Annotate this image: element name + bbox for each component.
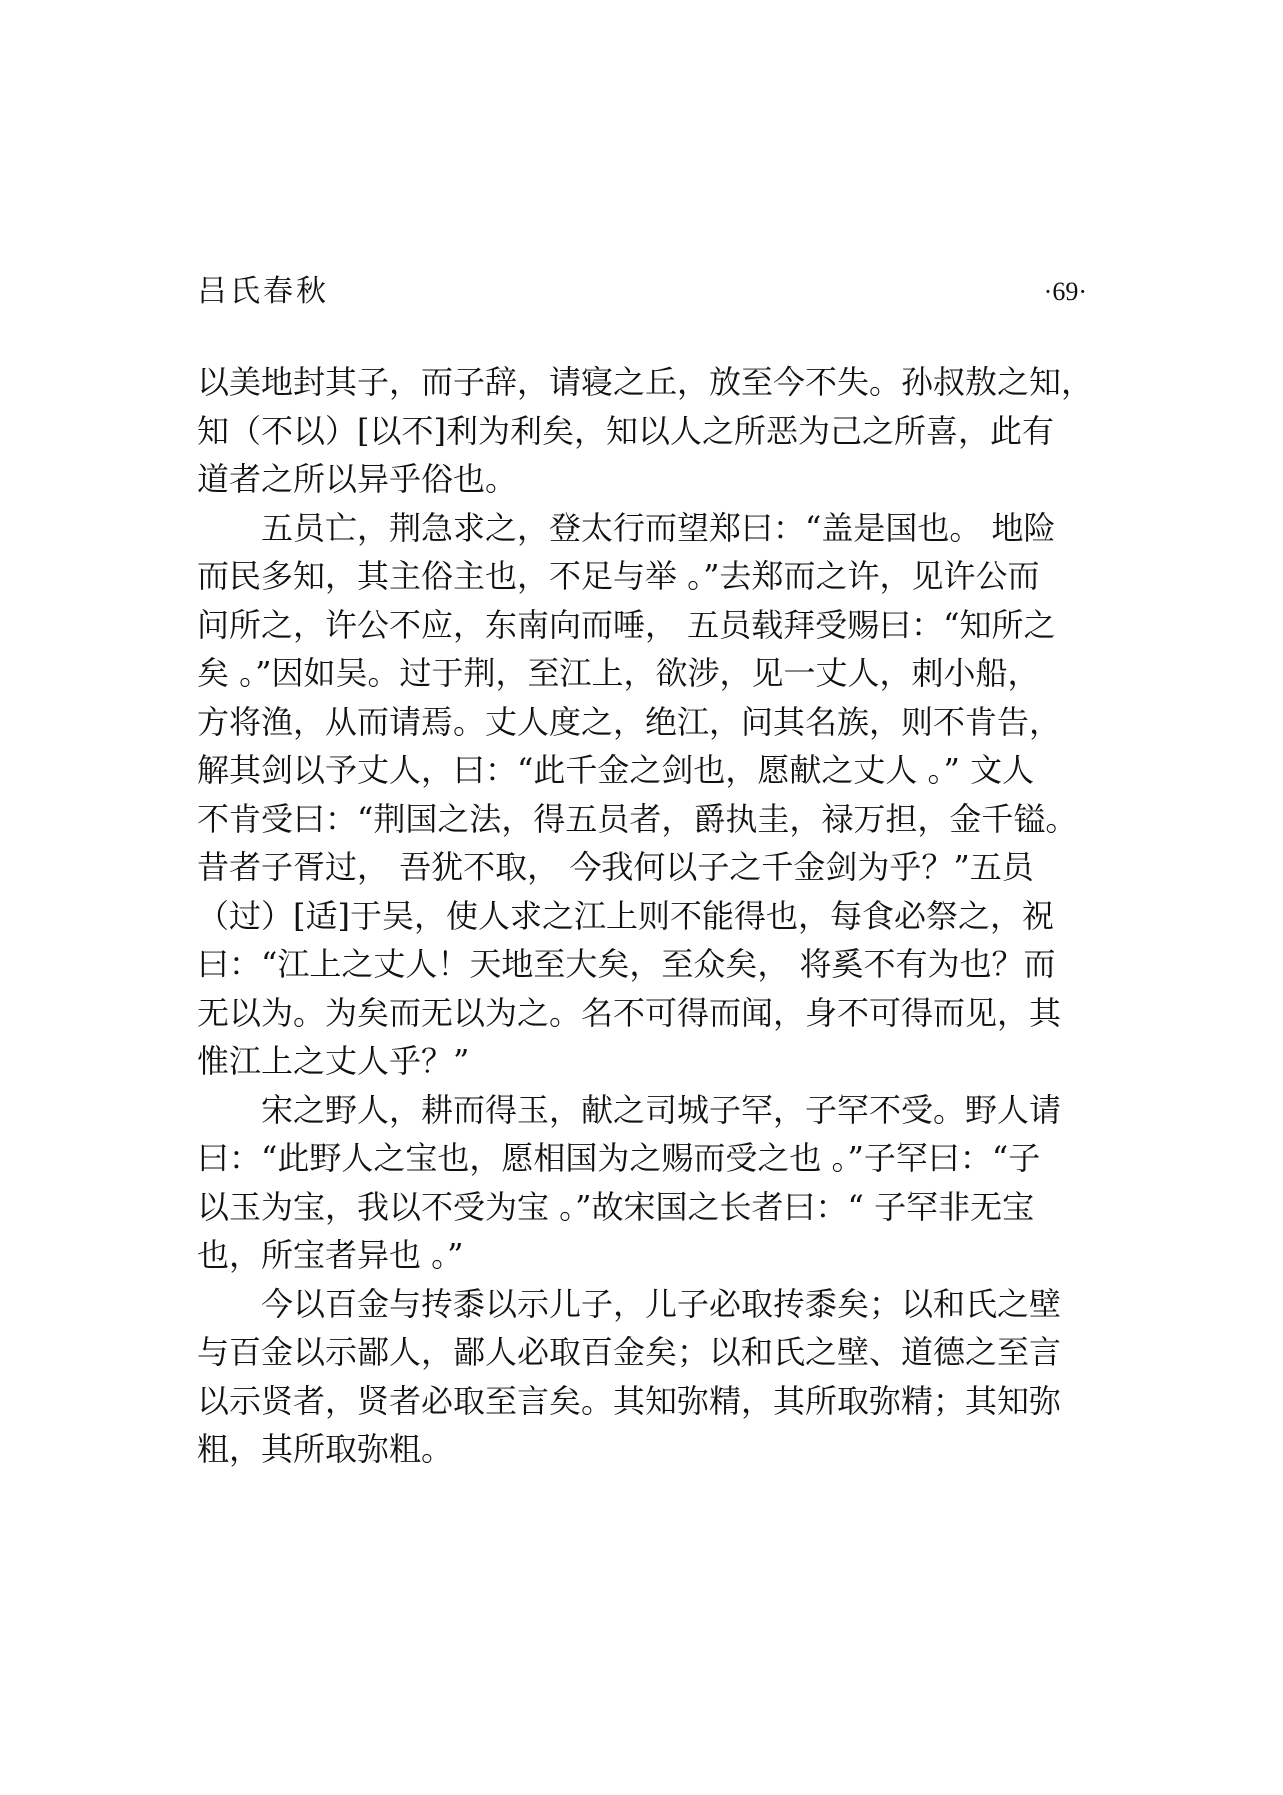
text-line: （过）[适]于吴，使人求之江上则不能得也，每食必祭之，祝 xyxy=(197,896,1054,935)
text-line: 方将渔，从而请焉。丈人度之，绝江，问其名族，则不肯告， xyxy=(197,702,1062,741)
text-line: 曰：“此野人之宝也，愿相国为之赐而受之也 。”子罕曰：“子 xyxy=(197,1139,1041,1177)
text-line: 而民多知，其主俗主也，不足与举 。”去郑而之许，见许公而 xyxy=(197,557,1040,595)
text-line: 曰：“江上之丈人！天地至大矣，至众矣， 将奚不有为也？而 xyxy=(197,945,1056,983)
text-line: 与百金以示鄙人，鄙人必取百金矣；以和氏之壁、道德之至言 xyxy=(197,1333,1062,1371)
text-line: 以玉为宝，我以不受为宝 。”故宋国之长者曰：“ 子罕非无宝 xyxy=(197,1187,1035,1226)
text-line: 不肯受曰：“荆国之法，得五员者，爵执圭，禄万担，金千镒。 xyxy=(197,799,1078,838)
text-line: 粗，其所取弥粗。 xyxy=(197,1430,454,1468)
text-line: 昔者子胥过， 吾犹不取， 今我何以子之千金剑为乎？”五员 xyxy=(197,848,1034,886)
text-line: 惟江上之丈人乎？” xyxy=(197,1042,470,1080)
paragraph-start-line: 宋之野人，耕而得玉，献之司城子罕，子罕不受。野人请 xyxy=(261,1090,1062,1129)
text-line: 解其剑以予丈人，曰：“此千金之剑也，愿献之丈人 。” 文人 xyxy=(197,751,1035,789)
text-line: 问所之，许公不应，东南向而唾， 五员载拜受赐曰：“知所之 xyxy=(197,605,1056,644)
book-title: 吕氏春秋 xyxy=(197,274,329,309)
text-line: 道者之所以异乎俗也。 xyxy=(197,460,518,498)
page-number: ·69· xyxy=(1043,277,1087,306)
paragraph-start-line: 五员亡，荆急求之，登太行而望郑曰：“盖是国也。 地险 xyxy=(261,508,1056,547)
page-header xyxy=(197,270,1087,314)
text-line: 知（不以）[以不]利为利矣，知以人之所恶为己之所喜，此有 xyxy=(197,411,1054,450)
text-line: 以示贤者，贤者必取至言矣。其知弥精，其所取弥精；其知弥 xyxy=(197,1381,1062,1420)
paragraph-start-line: 今以百金与抟黍以示儿子，儿子必取抟黍矣；以和氏之壁 xyxy=(261,1284,1062,1323)
text-line: 无以为。为矣而无以为之。名不可得而闻，身不可得而见，其 xyxy=(197,993,1062,1032)
text-line: 也，所宝者异也 。” xyxy=(197,1236,464,1274)
text-line: 矣 。”因如吴。过于荆，至江上，欲涉，见一丈人，刺小船， xyxy=(197,654,1040,692)
body-text xyxy=(197,358,1094,1474)
text-line: 以美地封其子，而子辞，请寝之丘，放至今不失。孙叔敖之知， xyxy=(197,363,1094,401)
